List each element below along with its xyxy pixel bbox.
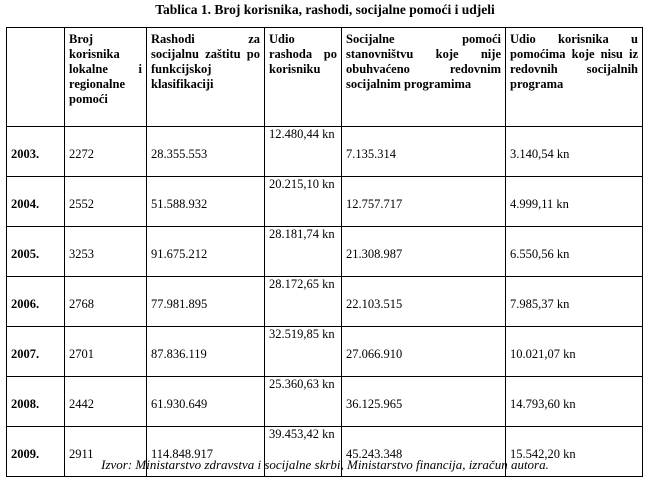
table-cell: 87.836.119	[147, 327, 265, 377]
table-cell: 6.550,56 kn	[506, 227, 643, 277]
table-cell: 7.135.314	[342, 127, 506, 177]
table-cell: 10.021,07 kn	[506, 327, 643, 377]
year-cell: 2003.	[7, 127, 65, 177]
table-title: Tablica 1. Broj korisnika, rashodi, socijalne pomoći i udjeli	[155, 2, 495, 17]
table-cell: 25.360,63 kn	[265, 377, 342, 427]
header-cell-rashodi: Rashodi za socijalnu zaštitu po funkcijskoj klasifikaciji	[147, 28, 265, 127]
header-row	[7, 28, 643, 127]
header-cell-socijalne-pomoci: Socijalne pomoći stanovništvu koje nije obuhvaćeno redovnim socijalnim programima	[342, 28, 506, 127]
table-cell: 27.066.910	[342, 327, 506, 377]
table-cell: 2442	[65, 377, 147, 427]
header-cell-udio-korisnika: Udio korisnika u pomoćima koje nisu iz redovnih socijalnih programa	[506, 28, 643, 127]
table-cell: 77.981.895	[147, 277, 265, 327]
table-row	[7, 177, 643, 227]
table-cell: 2911	[65, 427, 147, 477]
table-cell: 3253	[65, 227, 147, 277]
table-cell: 2552	[65, 177, 147, 227]
table-cell: 14.793,60 kn	[506, 377, 643, 427]
year-cell: 2007.	[7, 327, 65, 377]
header-cell-broj-korisnika: Broj korisnika lokalne i regionalne pomoći	[65, 28, 147, 127]
table-row	[7, 127, 643, 177]
year-cell: 2004.	[7, 177, 65, 227]
table-row	[7, 227, 643, 277]
header-cell-year	[7, 28, 65, 127]
table-cell: 61.930.649	[147, 377, 265, 427]
table-cell: 20.215,10 kn	[265, 177, 342, 227]
table-cell: 2272	[65, 127, 147, 177]
year-cell: 2005.	[7, 227, 65, 277]
table-cell: 45.243.348	[342, 427, 506, 477]
table-cell: 12.480,44 kn	[265, 127, 342, 177]
table-cell: 2768	[65, 277, 147, 327]
table-cell: 36.125.965	[342, 377, 506, 427]
year-cell: 2006.	[7, 277, 65, 327]
table-cell: 7.985,37 kn	[506, 277, 643, 327]
table-cell: 28.181,74 kn	[265, 227, 342, 277]
table-cell: 3.140,54 kn	[506, 127, 643, 177]
table-cell: 32.519,85 kn	[265, 327, 342, 377]
year-cell: 2008.	[7, 377, 65, 427]
table-row	[7, 377, 643, 427]
table-cell: 39.453,42 kn	[265, 427, 342, 477]
data-table	[6, 27, 643, 477]
source-note: Izvor: Ministarstvo zdravstva i socijalne skrbi, Ministarstvo financija, izračun autora.	[101, 457, 549, 472]
year-cell: 2009.	[7, 427, 65, 477]
table-cell: 4.999,11 kn	[506, 177, 643, 227]
table-cell: 15.542,20 kn	[506, 427, 643, 477]
table-cell: 28.172,65 kn	[265, 277, 342, 327]
table-cell: 12.757.717	[342, 177, 506, 227]
table-cell: 2701	[65, 327, 147, 377]
table-cell: 21.308.987	[342, 227, 506, 277]
table-cell: 28.355.553	[147, 127, 265, 177]
table-cell: 114.848.917	[147, 427, 265, 477]
table-row	[7, 327, 643, 377]
table-row	[7, 277, 643, 327]
header-cell-udio-rashoda: Udio rashoda po korisniku	[265, 28, 342, 127]
table-cell: 51.588.932	[147, 177, 265, 227]
table-cell: 22.103.515	[342, 277, 506, 327]
table-cell: 91.675.212	[147, 227, 265, 277]
